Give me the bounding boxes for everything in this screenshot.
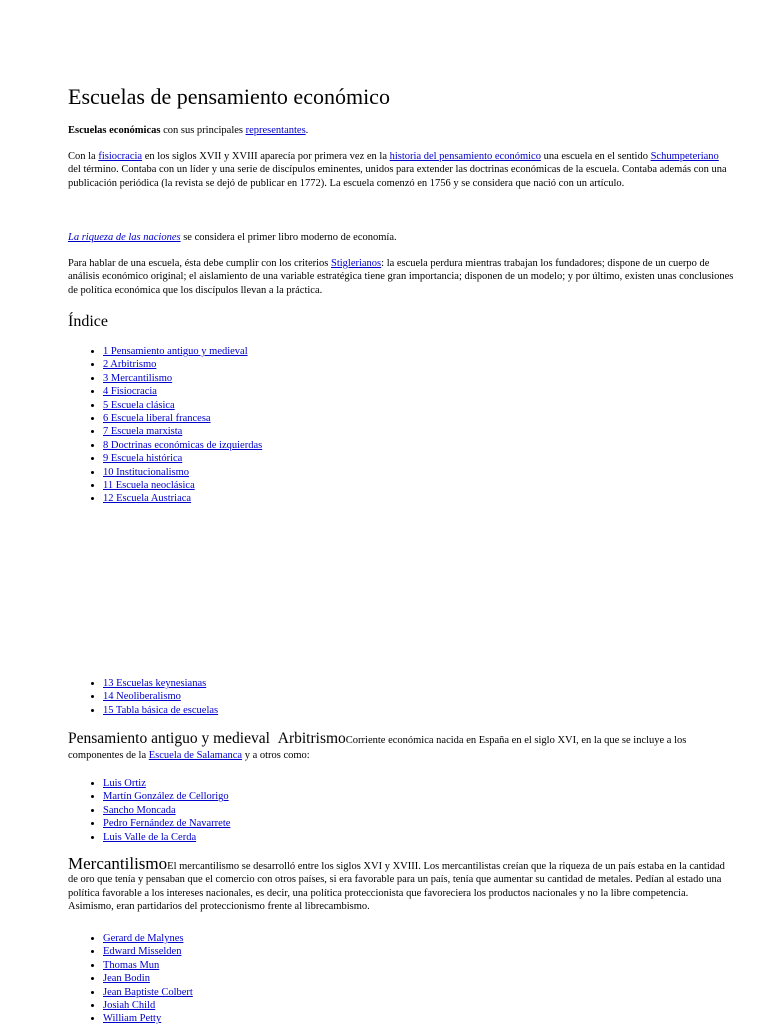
intro-bold: Escuelas económicas bbox=[68, 125, 161, 136]
page-title: Escuelas de pensamiento económico bbox=[68, 84, 390, 109]
heading-arbitrismo: Arbitrismo bbox=[277, 730, 346, 747]
list-item bbox=[103, 425, 262, 438]
list-item bbox=[103, 817, 230, 830]
link-escuela-salamanca[interactable]: Escuela de Salamanca bbox=[148, 750, 243, 762]
list-item bbox=[103, 777, 230, 790]
paragraph-riqueza bbox=[68, 231, 734, 244]
intro-text: con sus principales bbox=[160, 125, 246, 136]
toc-list bbox=[68, 345, 262, 506]
link-jean-baptiste-colbert[interactable]: Jean Baptiste Colbert bbox=[103, 986, 193, 998]
para1-text-3: una escuela en el sentido bbox=[540, 151, 651, 162]
list-item bbox=[103, 999, 193, 1012]
section-mercantilismo bbox=[68, 854, 734, 914]
intro-end: . bbox=[305, 125, 309, 136]
link-13-escuelas-keynesianas[interactable]: 13 Escuelas keynesianas bbox=[103, 678, 207, 689]
link-5-escuela-clasica[interactable]: 5 Escuela clásica bbox=[103, 399, 175, 411]
link-luis-ortiz[interactable]: Luis Ortiz bbox=[103, 778, 146, 789]
intro-paragraph bbox=[68, 124, 734, 137]
toc-list-continued bbox=[68, 677, 218, 717]
link-martin-gonzalez-de-cellorigo[interactable]: Martín González de Cellorigo bbox=[103, 791, 229, 803]
link-9-escuela-historica[interactable]: 9 Escuela histórica bbox=[103, 453, 183, 465]
link-fisiocracia[interactable]: fisiocracia bbox=[98, 151, 143, 162]
list-item bbox=[103, 677, 218, 690]
link-4-fisiocracia[interactable]: 4 Fisiocracia bbox=[103, 386, 157, 398]
link-6-escuela-liberal-francesa[interactable]: 6 Escuela liberal francesa bbox=[103, 413, 211, 425]
link-riqueza-naciones[interactable]: La riqueza de las naciones bbox=[68, 232, 181, 243]
link-william-petty[interactable]: William Petty bbox=[103, 1013, 162, 1025]
link-11-escuela-neoclasica[interactable]: 11 Escuela neoclásica bbox=[103, 480, 195, 492]
heading-mercantilismo: Mercantilismo bbox=[68, 854, 168, 873]
arbitrismo-text-2: y a otros como: bbox=[242, 750, 310, 762]
list-item bbox=[103, 479, 262, 492]
list-item bbox=[103, 704, 218, 717]
list-item bbox=[103, 439, 262, 452]
list-item bbox=[103, 804, 230, 817]
list-item bbox=[103, 452, 262, 465]
link-14-neoliberalismo[interactable]: 14 Neoliberalismo bbox=[103, 691, 181, 703]
para1-text-4: del término. Contaba con un líder y una serie de discípulos eminentes, unidos para extender las doctrinas económicas de la escuela. Contaba además con una publicación periódica (la revista se dejó de publicar en 1772). La escuela comenzó en 1756 y se considera que nació con un artículo. bbox=[68, 164, 727, 189]
list-item bbox=[103, 358, 262, 371]
link-jean-bodin[interactable]: Jean Bodin bbox=[103, 973, 150, 985]
para1-text-1: Con la bbox=[68, 151, 99, 162]
link-gerard-de-malynes[interactable]: Gerard de Malynes bbox=[103, 933, 184, 944]
link-edward-misselden[interactable]: Edward Misselden bbox=[103, 946, 182, 958]
link-1-pensamiento-antiguo-y-medieval[interactable]: 1 Pensamiento antiguo y medieval bbox=[103, 346, 248, 357]
list-item bbox=[103, 372, 262, 385]
link-schumpeteriano[interactable]: Schumpeteriano bbox=[650, 151, 719, 162]
para1-text-2: en los siglos XVII y XVIII aparecía por primera vez en la bbox=[142, 151, 390, 162]
link-josiah-child[interactable]: Josiah Child bbox=[103, 1000, 156, 1012]
mercantilismo-text: El mercantilismo se desarrolló entre los siglos XVI y XVIII. Los mercantilistas creían que la riqueza de un país estaba en la cantidad de oro que tenía y pensaban que el comercio con otros países, si era favorable para un país, tenía que aumentar su cantidad de metales. Pedían al estado una política favorable a los intereses nacionales, es decir, una política proteccionista que favoreciera los productos nacionales y no la libre competencia. Asimismo, eran partidarios del proteccionismo frente al librecambismo. bbox=[68, 861, 725, 913]
para2-text: se considera el primer libro moderno de economía. bbox=[180, 232, 397, 243]
list-item bbox=[103, 385, 262, 398]
list-item bbox=[103, 399, 262, 412]
link-thomas-mun[interactable]: Thomas Mun bbox=[103, 959, 160, 971]
section-arbitrismo bbox=[68, 731, 734, 763]
link-pedro-fernandez-de-navarrete[interactable]: Pedro Fernández de Navarrete bbox=[103, 818, 231, 830]
heading-pensamiento-antiguo: Pensamiento antiguo y medieval bbox=[68, 730, 270, 747]
arbitrismo-people-list bbox=[68, 777, 230, 844]
link-8-doctrinas-economicas-de-izquierdas[interactable]: 8 Doctrinas económicas de izquierdas bbox=[103, 439, 263, 451]
para3-text-2: : la escuela perdura mientras trabajan los fundadores; dispone de un cuerpo de análisis económico original; el aislamiento de una variable estratégica tiene gran importancia; disponen de un modelo; y por último, existen unas conclusiones de política económica que los discípulos llevan a la práctica. bbox=[68, 258, 734, 296]
list-item bbox=[103, 972, 193, 985]
list-item bbox=[103, 986, 193, 999]
list-item bbox=[103, 831, 230, 844]
list-item bbox=[103, 466, 262, 479]
list-item bbox=[103, 932, 193, 945]
list-item bbox=[103, 412, 262, 425]
link-sancho-moncada[interactable]: Sancho Moncada bbox=[103, 804, 176, 816]
link-10-institucionalismo[interactable]: 10 Institucionalismo bbox=[103, 466, 190, 478]
toc-heading: Índice bbox=[68, 313, 108, 330]
link-representantes[interactable]: representantes bbox=[245, 125, 306, 136]
list-item bbox=[103, 945, 193, 958]
link-3-mercantilismo[interactable]: 3 Mercantilismo bbox=[103, 372, 173, 384]
list-item bbox=[103, 959, 193, 972]
paragraph-criterios bbox=[68, 257, 734, 297]
list-item bbox=[103, 345, 262, 358]
arbitrismo-text-1: Corriente económica nacida en España en el siglo XVI, en la que se incluye a los componentes de la bbox=[68, 735, 687, 762]
link-stiglerianos[interactable]: Stiglerianos bbox=[330, 258, 382, 269]
paragraph-fisiocracia bbox=[68, 150, 734, 190]
link-7-escuela-marxista[interactable]: 7 Escuela marxista bbox=[103, 426, 183, 438]
list-item bbox=[103, 790, 230, 803]
list-item bbox=[103, 492, 262, 505]
link-15-tabla-basica-de-escuelas[interactable]: 15 Tabla básica de escuelas bbox=[103, 704, 219, 716]
para3-text-1: Para hablar de una escuela, ésta debe cumplir con los criterios bbox=[68, 258, 331, 269]
list-item bbox=[103, 690, 218, 703]
link-luis-valle-de-la-cerda[interactable]: Luis Valle de la Cerda bbox=[103, 831, 197, 843]
link-historia-pensamiento[interactable]: historia del pensamiento económico bbox=[389, 151, 541, 162]
link-2-arbitrismo[interactable]: 2 Arbitrismo bbox=[103, 359, 157, 371]
link-12-escuela-austriaca[interactable]: 12 Escuela Austriaca bbox=[103, 493, 192, 505]
mercantilismo-people-list bbox=[68, 932, 193, 1026]
